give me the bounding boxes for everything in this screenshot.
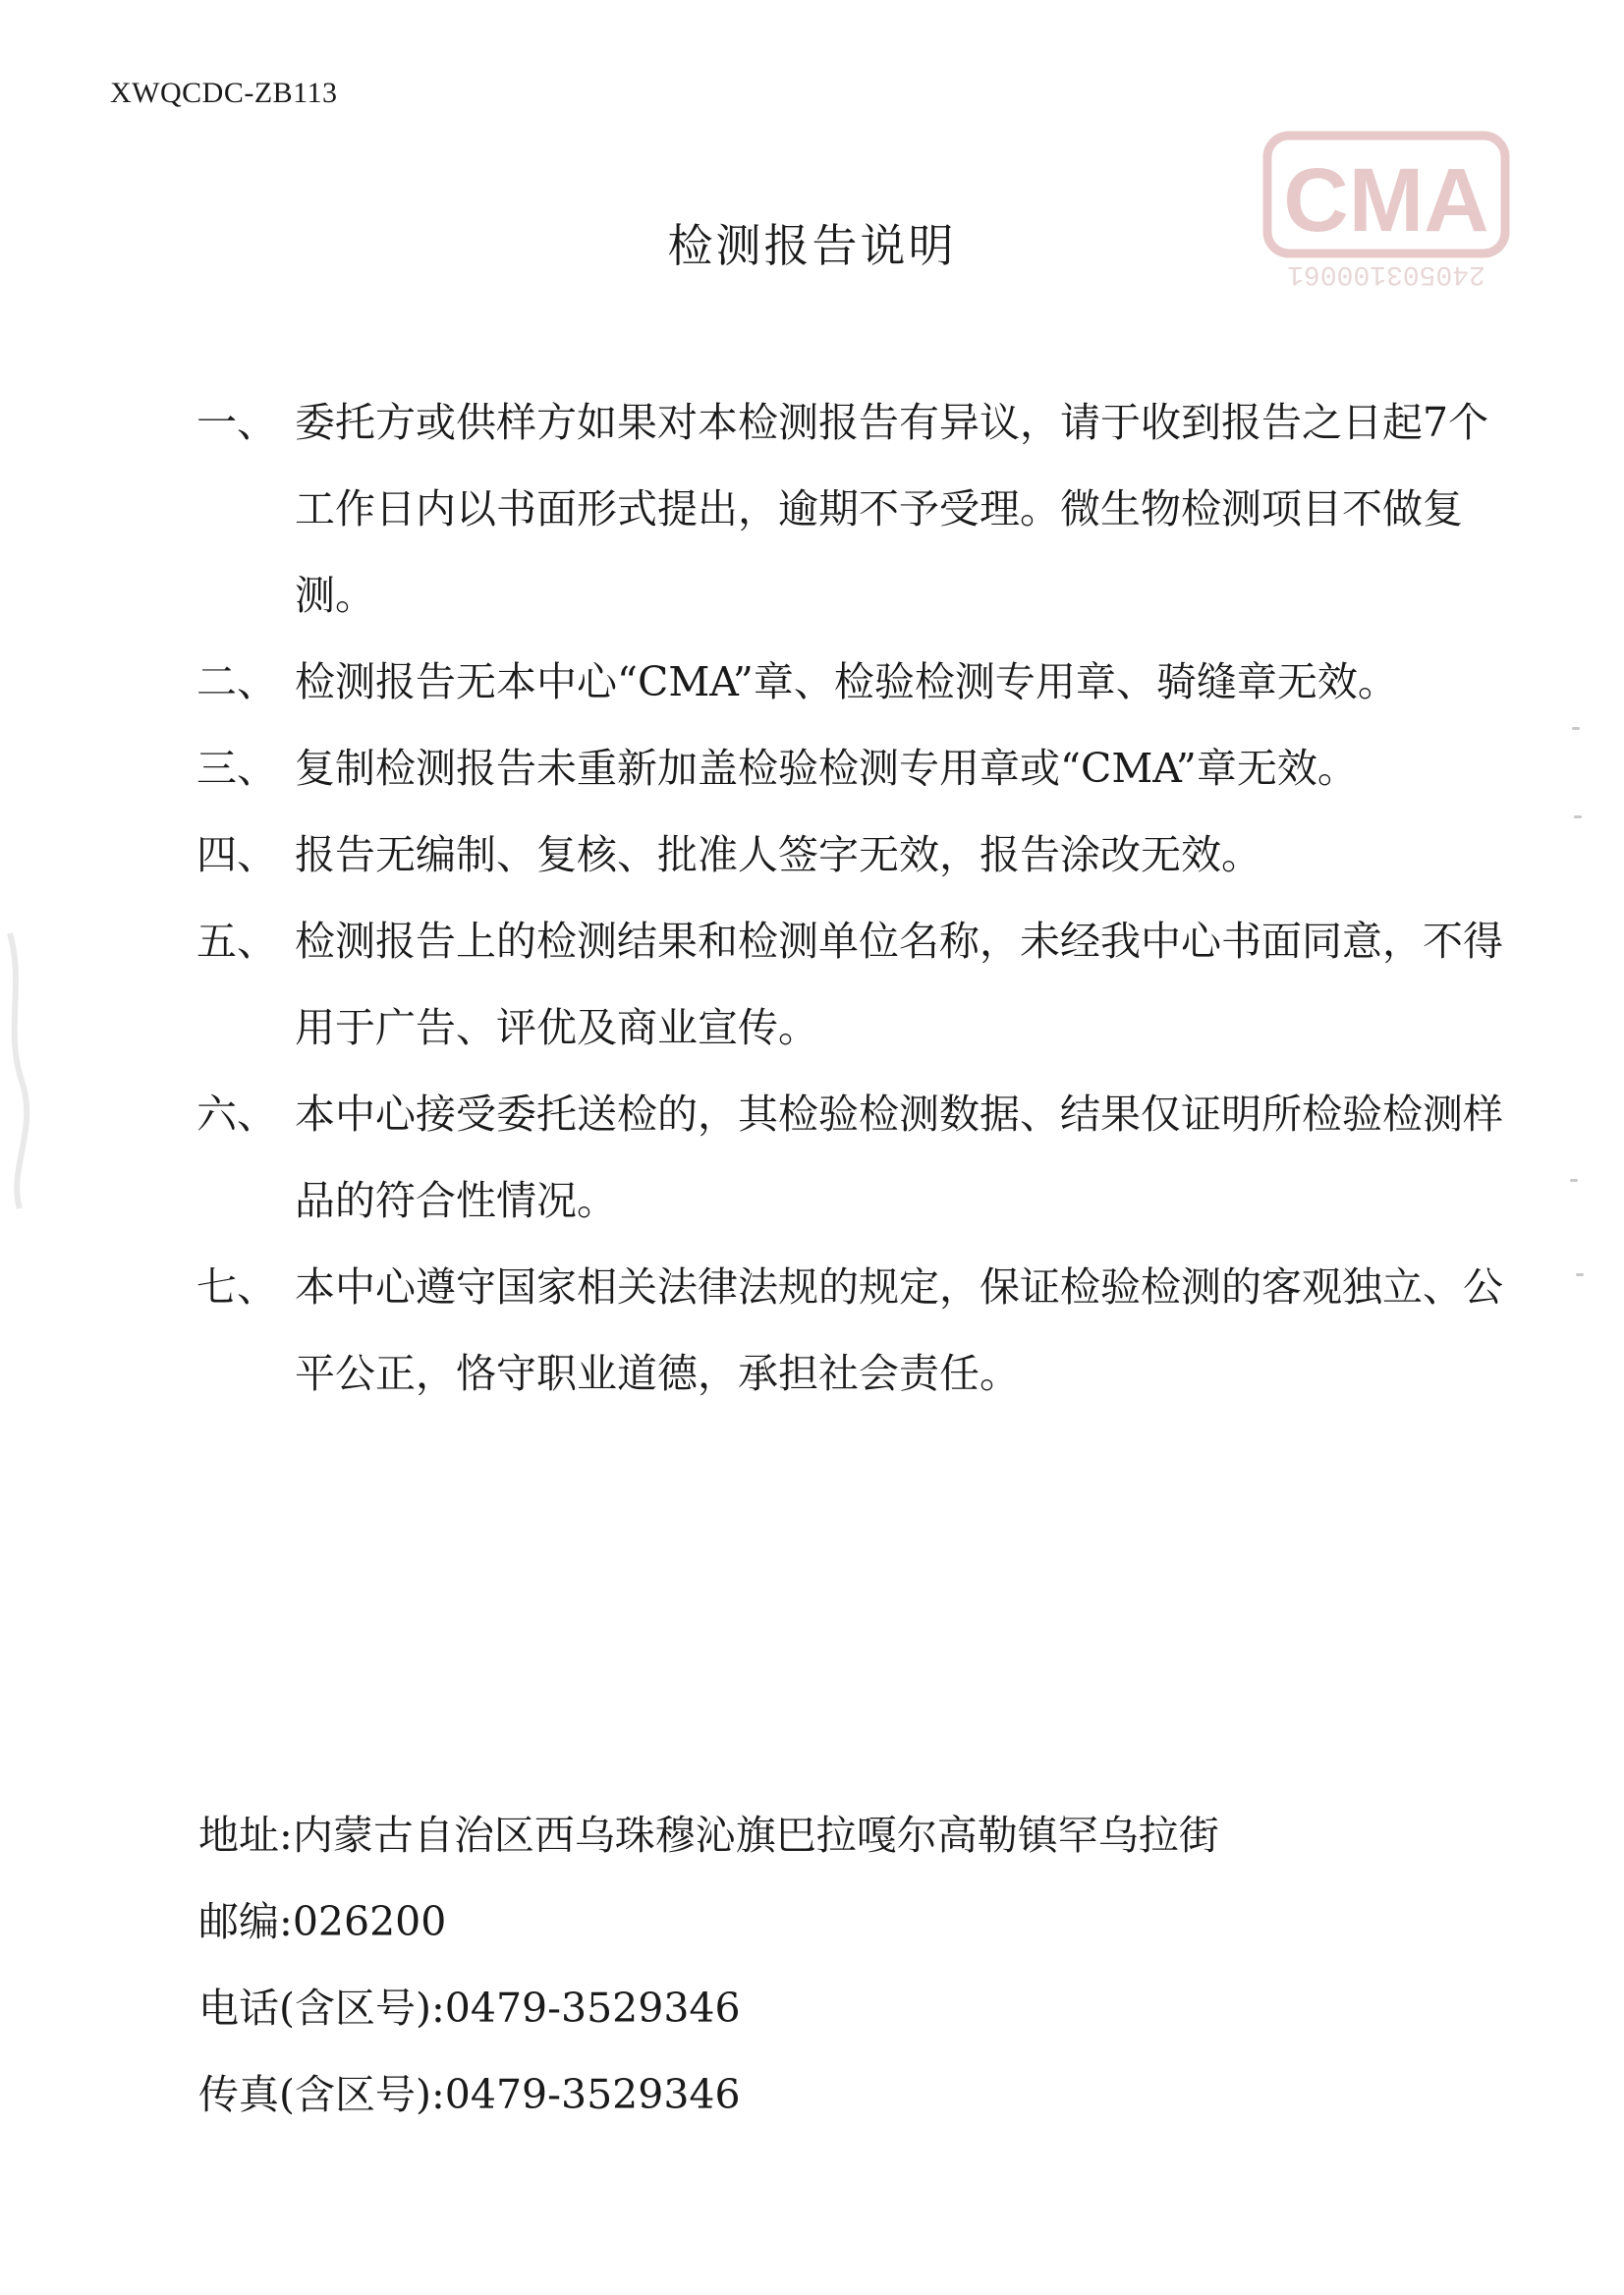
clause-item (196, 898, 1523, 1071)
scan-speck (1570, 1179, 1578, 1182)
clause-number: 七、 (196, 1263, 277, 1311)
fax-line: 传真(含区号):0479-3529346 (198, 2071, 741, 2118)
clause-item (196, 812, 1523, 898)
clause-text: 检测报告无本中心“CMA”章、检验检测专用章、骑缝章无效。 (295, 658, 1398, 705)
postcode-line: 邮编:026200 (198, 1898, 447, 1945)
document-code: XWQCDC-ZB113 (110, 77, 338, 109)
clause-number: 六、 (196, 1091, 277, 1138)
phone-line: 电话(含区号):0479-3529346 (198, 1985, 741, 2032)
clause-text: 本中心遵守国家相关法律法规的规定，保证检验检测的客观独立、公平公正，恪守职业道德，承担社会责任。 (295, 1263, 1503, 1397)
cma-stamp-number: 240503100061 (1287, 258, 1485, 289)
clause-text: 检测报告上的检测结果和检测单位名称，未经我中心书面同意，不得用于广告、评优及商业宣传。 (295, 918, 1503, 1051)
clause-text: 报告无编制、复核、批准人签字无效，报告涂改无效。 (295, 831, 1261, 878)
clause-number: 四、 (196, 831, 277, 878)
clause-list (196, 379, 1523, 1417)
clause-text: 委托方或供样方如果对本检测报告有异议，请于收到报告之日起7个工作日内以书面形式提出，逾期不予受理。微生物检测项目不做复测。 (295, 399, 1489, 619)
binding-edge-mark (0, 924, 39, 1218)
address-line: 地址:内蒙古自治区西乌珠穆沁旗巴拉嘎尔高勒镇罕乌拉街 (198, 1812, 1219, 1859)
contact-info (198, 1792, 1219, 2138)
clause-item (196, 379, 1523, 639)
clause-item (196, 725, 1523, 812)
clause-text: 复制检测报告未重新加盖检验检测专用章或“CMA”章无效。 (295, 745, 1358, 792)
cma-stamp-text: CMA (1283, 150, 1489, 251)
scan-speck (1572, 727, 1580, 730)
clause-number: 一、 (196, 399, 277, 446)
clause-text: 本中心接受委托送检的，其检验检测数据、结果仅证明所检验检测样品的符合性情况。 (295, 1091, 1503, 1224)
scan-speck (1574, 815, 1582, 818)
clause-number: 三、 (196, 745, 277, 792)
scan-speck (1576, 1273, 1584, 1276)
clause-item (196, 1071, 1523, 1244)
clause-item (196, 639, 1523, 725)
clause-item (196, 1244, 1523, 1417)
clause-number: 二、 (196, 658, 277, 705)
document-title: 检测报告说明 (667, 219, 957, 272)
clause-number: 五、 (196, 918, 277, 965)
